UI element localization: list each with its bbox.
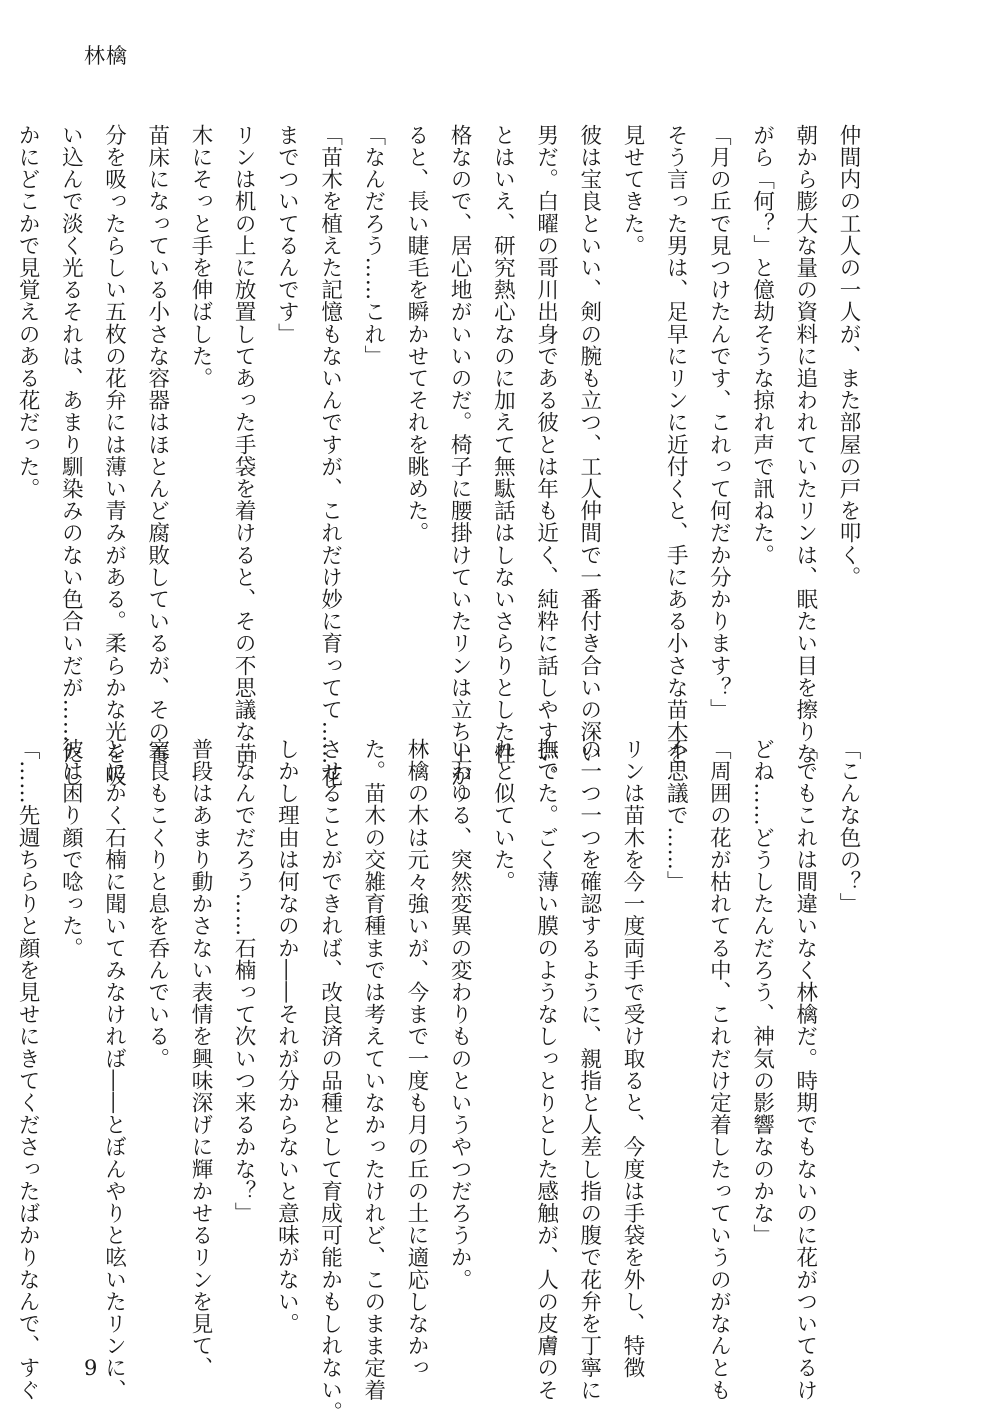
text-line: 「苗木を植えた記憶もないんですが、これだけ妙に育ってて……花 xyxy=(317,124,343,787)
upper-text-block xyxy=(15,124,870,787)
text-line: ると、長い睫毛を瞬かせてそれを眺めた。 xyxy=(403,124,429,544)
text-line: い込んで淡く光るそれは、あまり馴染みのない色合いだが……たし xyxy=(58,124,84,787)
text-line: いわゆる、突然変異の変わりものというやつだろうか。 xyxy=(447,738,473,1291)
text-line: 宝良もこくりと息を呑んでいる。 xyxy=(144,738,170,1070)
lower-text-block xyxy=(15,738,870,1423)
text-line: までついてるんです」 xyxy=(274,124,300,345)
text-line: 「こんな色の？」 xyxy=(836,738,861,915)
text-line: 男だ。白曜の哥川出身である彼とは年も近く、純粋に話しやすい。 xyxy=(533,124,559,787)
text-line: リンは苗木を今一度両手で受け取ると、今度は手袋を外し、特徴 xyxy=(619,738,645,1379)
text-line: 彼は宝良といい、剣の腕も立つ、工人仲間で一番付き合いの深い xyxy=(576,124,602,765)
text-line: 苗床になっている小さな容器はほとんど腐敗しているが、その養 xyxy=(144,124,170,765)
text-line: 「月の丘で見つけたんです、これって何だか分かります？」 xyxy=(706,124,732,721)
text-line: させることができれば、改良済の品種として育成可能かもしれない。 xyxy=(317,738,343,1423)
text-line: しかし理由は何なのか――それが分からないと意味がない。 xyxy=(274,738,300,1335)
text-line: 撫でた。ごく薄い膜のようなしっとりとした感触が、人の皮膚のそ xyxy=(533,738,559,1401)
page-number: 9 xyxy=(84,1356,98,1380)
text-line: 「なんでだろう……石楠って次いつ来るかな？」 xyxy=(231,738,257,1225)
text-line: とにかく石楠に聞いてみなければ――とぼんやりと呟いたリンに、 xyxy=(101,738,127,1401)
text-line: 彼は困り顔で唸った。 xyxy=(58,738,84,959)
text-line: 仲間内の工人の一人が、また部屋の戸を叩く。 xyxy=(836,124,861,589)
text-line: た。苗木の交雑育種までは考えていなかったけれど、このまま定着 xyxy=(360,738,386,1401)
text-line: れと似ていた。 xyxy=(490,738,516,893)
page-header-title: 林檎 xyxy=(84,44,128,68)
text-line: 「……先週ちらりと顔を見せにきてくださったばかりなんで、すぐ xyxy=(15,738,41,1401)
text-line: がら「何？」と億劫そうな掠れ声で訊ねた。 xyxy=(749,124,775,566)
text-line: の一つ一つを確認するように、親指と人差し指の腹で花弁を丁寧に xyxy=(576,738,602,1401)
text-line: どね……どうしたんだろう、神気の影響なのかな」 xyxy=(749,738,775,1247)
text-line: 「でもこれは間違いなく林檎だ。時期でもないのに花がついてるけ xyxy=(792,738,818,1401)
text-line: 見せてきた。 xyxy=(619,124,645,257)
text-line: 木にそっと手を伸ばした。 xyxy=(187,124,213,390)
text-line: とはいえ、研究熱心なのに加えて無駄話はしないさらりとした性 xyxy=(490,124,516,765)
text-line: リンは机の上に放置してあった手袋を着けると、その不思議な苗 xyxy=(231,124,257,765)
text-line: かにどこかで見覚えのある花だった。 xyxy=(15,124,41,500)
text-line: 「なんだろう……これ」 xyxy=(360,124,386,368)
text-line: 分を吸ったらしい五枚の花弁には薄い青みがある。柔らかな光を吸 xyxy=(101,124,127,787)
text-line: 格なので、居心地がいいのだ。椅子に腰掛けていたリンは立ち上が xyxy=(447,124,473,787)
text-line: 朝から膨大な量の資料に追われていたリンは、眠たい目を擦りな xyxy=(792,124,818,765)
text-line: 普段はあまり動かさない表情を興味深げに輝かせるリンを見て、 xyxy=(187,738,213,1379)
text-line: そう言った男は、足早にリンに近付くと、手にある小さな苗木を xyxy=(663,124,689,765)
text-line: 「周囲の花が枯れてる中、これだけ定着したっていうのがなんとも xyxy=(706,738,732,1401)
text-line: 林檎の木は元々強いが、今まで一度も月の丘の土に適応しなかっ xyxy=(403,738,429,1379)
text-line: 不思議で……」 xyxy=(663,738,689,893)
